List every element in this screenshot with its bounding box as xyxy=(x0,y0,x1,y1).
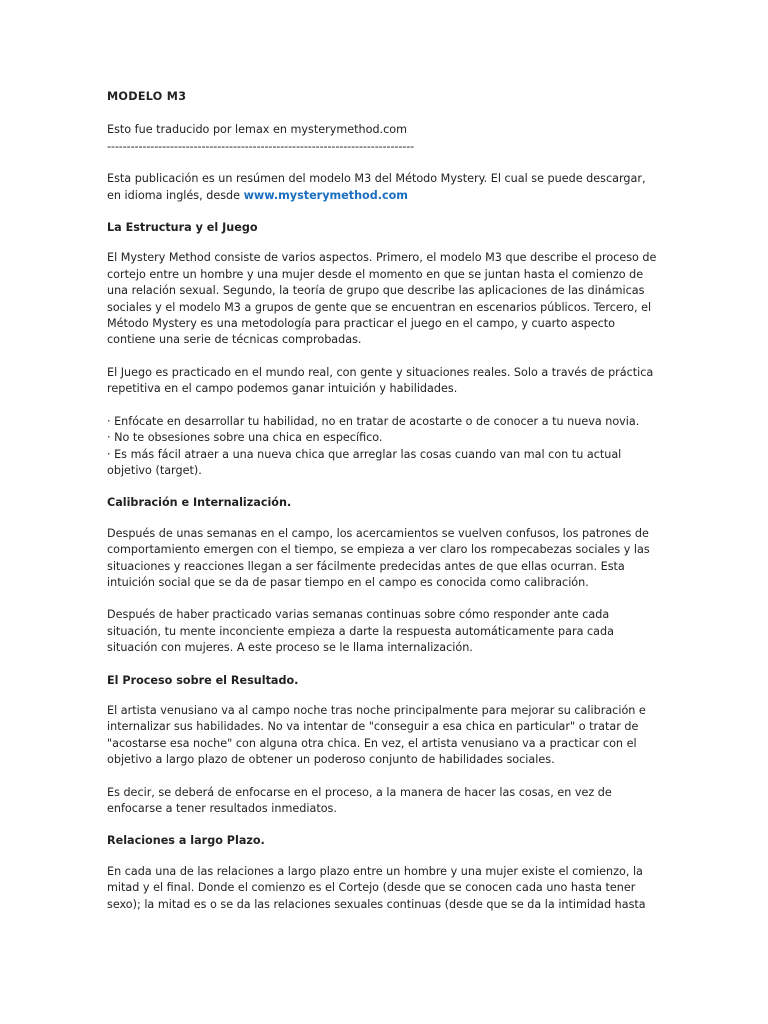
paragraph: Después de haber practicado varias semanas continuas sobre cómo responder ante cada situación, tu mente inconciente empieza a darte la respuesta automáticamente para cada situación con mujeres. A este proceso se le llama internalización. xyxy=(107,608,614,655)
bullet-item: · No te obsesiones sobre una chica en específico. xyxy=(107,431,383,445)
paragraph: El Mystery Method consiste de varios aspectos. Primero, el modelo M3 que describe el proceso de cortejo entre un hombre y una mujer desde el momento en que se juntan hasta el comienzo de una relación sexual. Segundo, la teoría de grupo que describe las aplicaciones de las dinámicas sociales y el modelo M3 a grupos de gente que se encuentran en escenarios públicos. Tercero, el Método Mystery es una metodología para practicar el juego en el campo, y cuarto aspecto contiene una serie de técnicas comprobadas. xyxy=(107,251,657,347)
mysterymethod-link[interactable]: www.mysterymethod.com xyxy=(243,188,408,202)
document-title: MODELO M3 xyxy=(107,90,187,103)
paragraph: En cada una de las relaciones a largo plazo entre un hombre y una mujer existe el comienzo, la mitad y el final. Donde el comienzo es el Cortejo (desde que se conocen cada uno hasta tener sexo); la mitad es o se da las relaciones sexuales continuas (desde que se da la intimidad hasta xyxy=(107,864,646,911)
bullet-list xyxy=(107,414,659,480)
bullet-item: · Es más fácil atraer a una nueva chica que arreglar las cosas cuando van mal con tu actual objetivo (target). xyxy=(107,447,622,477)
intro-paragraph xyxy=(107,171,659,204)
section-heading: El Proceso sobre el Resultado. xyxy=(107,673,299,687)
section-heading: Calibración e Internalización. xyxy=(107,496,292,510)
paragraph: El artista venusiano va al campo noche tras noche principalmente para mejorar su calibración e internalizar sus habilidades. No va intentar de "conseguir a esa chica en particular" o tratar de "acostarse esa noche" con alguna otra chica. En vez, el artista venusiano va a practicar con el objetivo a largo plazo de obtener un poderoso conjunto de habilidades sociales. xyxy=(107,703,646,767)
paragraph: El Juego es practicado en el mundo real, con gente y situaciones reales. Solo a través de práctica repetitiva en el campo podemos ganar intuición y habilidades. xyxy=(107,365,654,396)
paragraph: Es decir, se deberá de enfocarse en el proceso, a la manera de hacer las cosas, en vez de enfocarse a tener resultados inmediatos. xyxy=(107,785,612,815)
separator-line: ------------------------------------------------------------------------------ xyxy=(107,139,415,153)
bullet-item: · Enfócate en desarrollar tu habilidad, no en tratar de acostarte o de conocer a tu nueva novia. xyxy=(107,414,640,428)
paragraph: Después de unas semanas en el campo, los acercamientos se vuelven confusos, los patrones de comportamiento emergen con el tiempo, se empieza a ver claro los rompecabezas sociales y las situaciones y reacciones llegan a ser fácilmente predecidas antes de que ellas ocurran. Esta intuición social que se da de pasar tiempo en el campo es conocida como calibración. xyxy=(107,526,650,589)
section-heading: Relaciones a largo Plazo. xyxy=(107,834,265,848)
document-page xyxy=(107,89,659,913)
section-heading: La Estructura y el Juego xyxy=(107,221,258,235)
intro-text: Esta publicación es un resúmen del modelo M3 del Método Mystery. El cual se puede descargar, en idioma inglés, desde xyxy=(107,172,646,202)
translation-credit: Esto fue traducido por lemax en mysterymethod.com xyxy=(107,123,407,137)
